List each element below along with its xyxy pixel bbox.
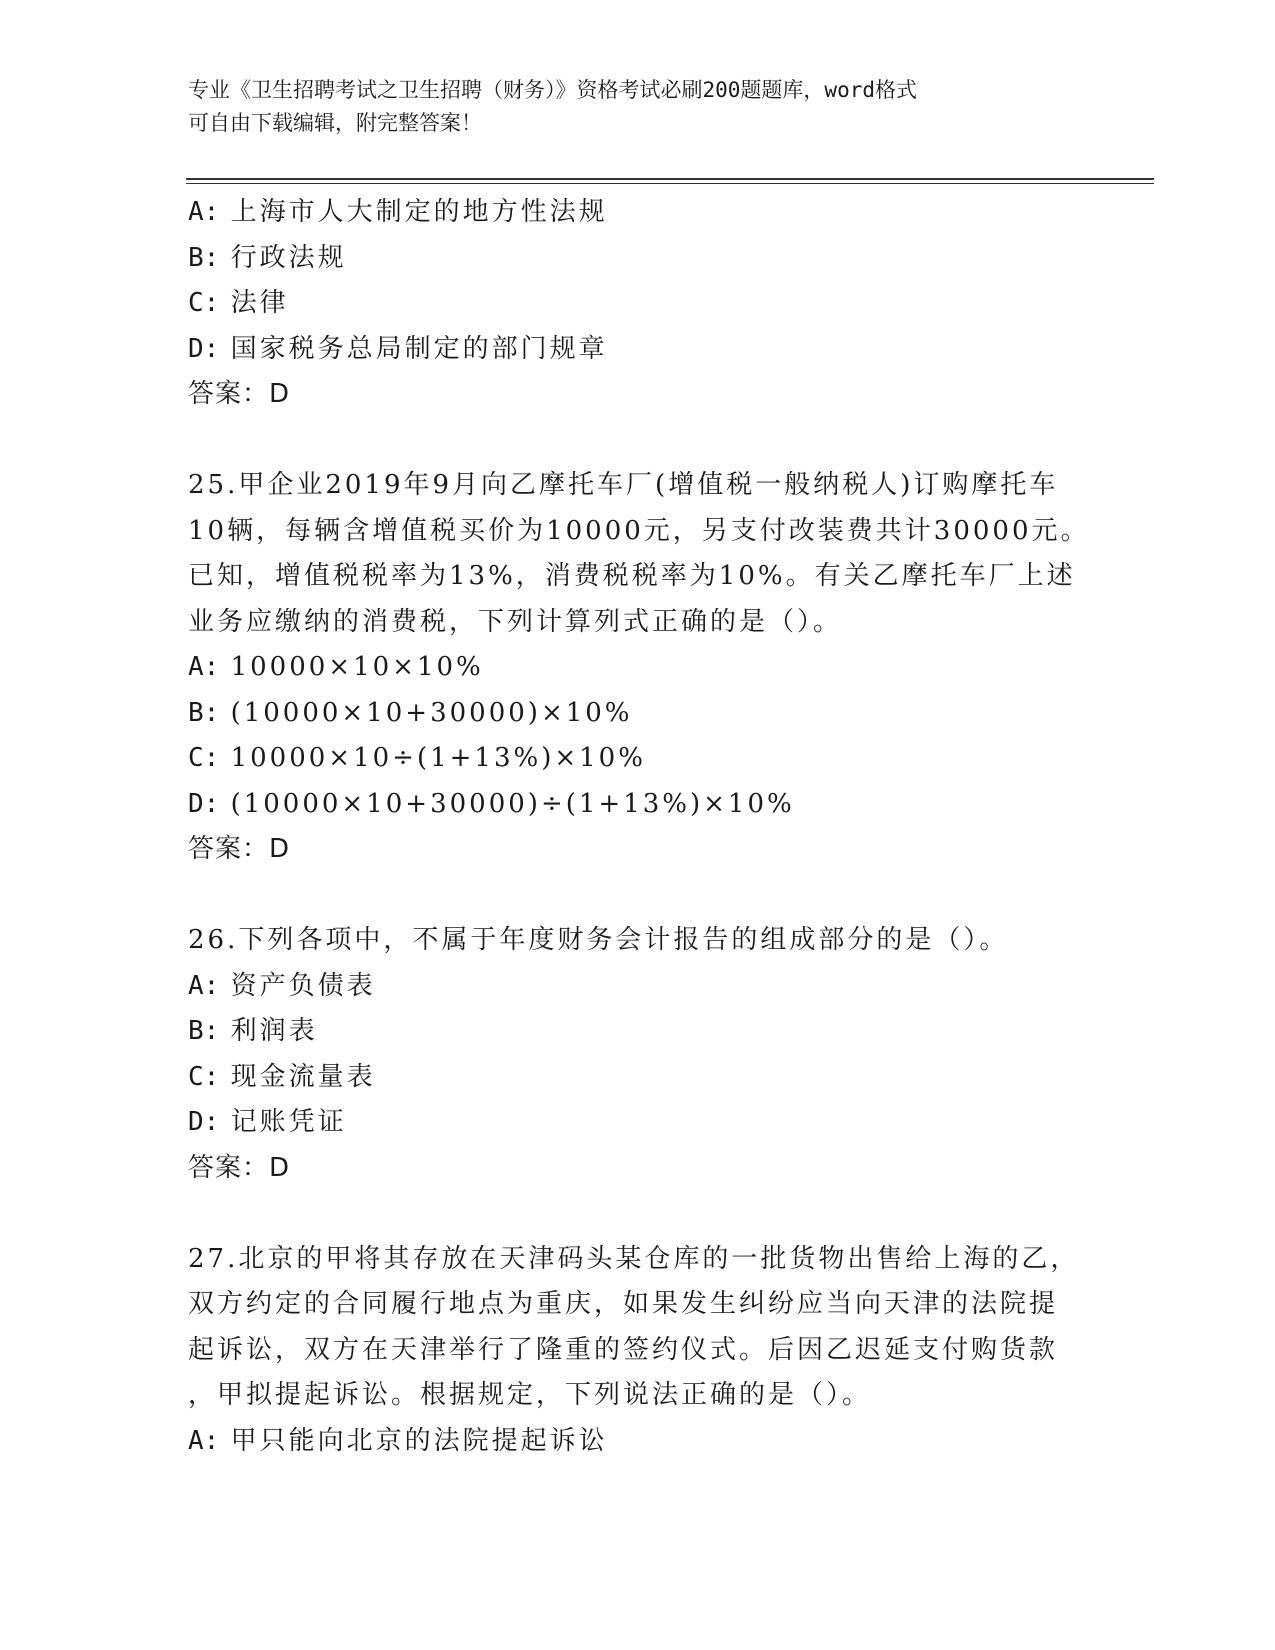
question-text-line: 10辆，每辆含增值税买价为10000元，另支付改装费共计30000元。 bbox=[188, 515, 1090, 546]
option-a: A: 10000×10×10% bbox=[188, 652, 484, 682]
question-27 bbox=[188, 1237, 1088, 1465]
option-d: D: 记账凭证 bbox=[188, 1107, 347, 1137]
option-b: B: 行政法规 bbox=[188, 242, 347, 273]
question-24 bbox=[188, 190, 1088, 418]
header-divider-thick bbox=[186, 178, 1154, 180]
option-b: B: 利润表 bbox=[188, 1016, 318, 1046]
question-text-line: ，甲拟提起诉讼。根据规定，下列说法正确的是（）。 bbox=[188, 1380, 872, 1410]
header-line-1: 专业《卫生招聘考试之卫生招聘（财务）》资格考试必刷200题题库，word格式 bbox=[188, 78, 917, 102]
header-divider-thin bbox=[186, 183, 1154, 184]
option-c: C: 现金流量表 bbox=[188, 1061, 376, 1092]
question-list bbox=[188, 190, 1088, 1464]
question-text-line: 双方约定的合同履行地点为重庆，如果发生纠纷应当向天津的法院提 bbox=[188, 1289, 1059, 1319]
spacer bbox=[188, 873, 1088, 919]
option-d: D: (10000×10+30000)÷(1+13%)×10% bbox=[188, 788, 795, 819]
question-26 bbox=[188, 918, 1088, 1191]
answer-line: 答案：D bbox=[188, 834, 291, 864]
question-text-line: 27.北京的甲将其存放在天津码头某仓库的一批货物出售给上海的乙， bbox=[188, 1243, 1080, 1274]
spacer bbox=[188, 418, 1088, 464]
option-a: A: 甲只能向北京的法院提起诉讼 bbox=[188, 1425, 608, 1456]
spacer bbox=[188, 1191, 1088, 1237]
option-d: D: 国家税务总局制定的部门规章 bbox=[188, 333, 608, 364]
option-b: B: (10000×10+30000)×10% bbox=[188, 697, 633, 728]
question-text-line: 业务应缴纳的消费税，下列计算列式正确的是（）。 bbox=[188, 606, 843, 637]
question-text-line: 起诉讼，双方在天津举行了隆重的签约仪式。后因乙迟延支付购货款 bbox=[188, 1334, 1059, 1365]
question-text-line: 25.甲企业2019年9月向乙摩托车厂(增值税一般纳税人)订购摩托车 bbox=[188, 470, 1059, 500]
option-c: C: 法律 bbox=[188, 288, 289, 318]
option-a: A: 资产负债表 bbox=[188, 970, 376, 1001]
header-line-2: 可自由下载编辑，附完整答案！ bbox=[188, 111, 482, 135]
question-text-line: 已知，增值税税率为13%，消费税税率为10%。有关乙摩托车厂上述 bbox=[188, 561, 1076, 591]
document-header bbox=[188, 74, 1068, 140]
option-a: A: 上海市人大制定的地方性法规 bbox=[188, 197, 608, 227]
answer-line: 答案：D bbox=[188, 1152, 291, 1183]
question-text-line: 26.下列各项中，不属于年度财务会计报告的组成部分的是（）。 bbox=[188, 925, 1009, 955]
option-c: C: 10000×10÷(1+13%)×10% bbox=[188, 743, 646, 773]
answer-line: 答案：D bbox=[188, 379, 291, 409]
question-25 bbox=[188, 463, 1088, 873]
